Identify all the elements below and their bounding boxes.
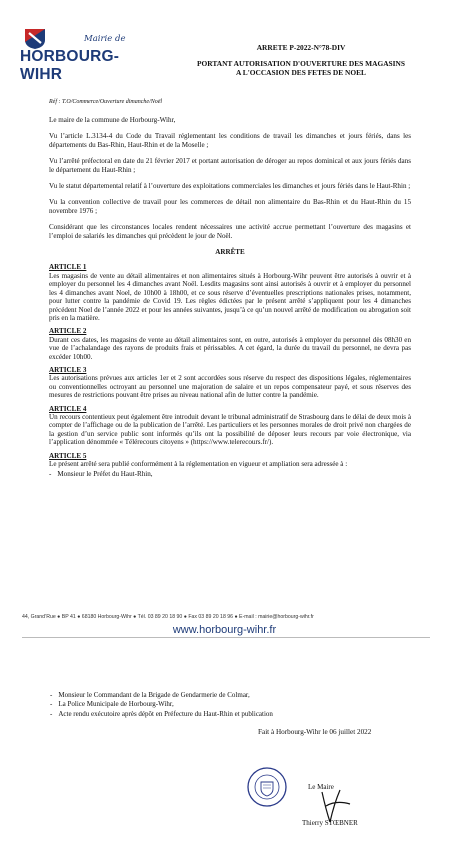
crest-icon [24, 28, 46, 50]
decree-number: ARRETE P-2022-N°78-DIV [256, 43, 346, 52]
preamble-paragraph: Vu le statut départemental relatif à l’ouverture des exploitations commerciales les dimanches et jours fériés dans le Haut-Rhin ; [49, 182, 411, 191]
dash-bullet: - [49, 470, 52, 479]
decree-title-line-1: PORTANT AUTORISATION D'OUVERTURE DES MAGASINS [197, 59, 405, 68]
recipient-text: La Police Municipale de Horbourg-Wihr, [58, 700, 174, 709]
recipient-item [50, 700, 410, 708]
decree-body [49, 116, 411, 479]
signer-name: Thierry STŒBNER [302, 819, 358, 827]
dash-bullet: - [50, 700, 53, 709]
article-text: Durant ces dates, les magasins de vente au détail alimentaires sont, en outre, autorisés à employer du personnel dès 08h30 en vue de l’achalandage des rayons de produits frais et périssables. A cet égard, la durée du travail du personnel, ne devra pas excéder 10h00. [49, 335, 411, 361]
preamble-paragraph: Vu l’article L.3134-4 du Code du Travail réglementant les conditions de travail les dimanches et jours fériés, dans les départements du Bas-Rhin, Haut-Rhin et de la Moselle ; [49, 132, 411, 149]
decree-title-line-2: A L'OCCASION DES FETES DE NOEL [236, 68, 366, 77]
logo-mairie-text: Mairie de [84, 34, 126, 44]
recipient-text: Monsieur le Commandant de la Brigade de Gendarmerie de Colmar, [58, 691, 250, 699]
recipient-item [50, 691, 410, 699]
decree-header [181, 43, 421, 77]
article-title: ARTICLE 1 [49, 263, 87, 272]
logo-town-name: HORBOURG-WIHR [20, 48, 120, 83]
article-text: Les magasins de vente au détail alimentaires et non alimentaires situés à Horbourg-Wihr peuvent être autorisés à ouvrir et à employer du personnel les 4 dimanches avant Noël. Lesdits magasins sont ainsi autorisés à ouvrir et à employer du personnel les 4 dimanches avant Noel, de 10h00 à 18h00, et ce sous réserve d’éventuelles prescriptions nationales prises, notamment, pour lutter contre la pandémie de Covid 19. Les règles édictées par le présent arrêté s’appliquent pour les 4 dimanches précédent Noel de l’année 2022 et pour les années suivantes, jusqu’à ce qu’un nouvel arrêté de modification ou abrogation soit pris en la matière. [49, 271, 411, 322]
arrete-heading: ARRÊTE [215, 248, 245, 257]
reference-line: Réf : T.O/Commerce/Ouverture dimanche/Noël [49, 99, 163, 105]
maire-label: Le Maire [308, 783, 334, 791]
footer-divider [22, 637, 430, 638]
recipient-text: Monsieur le Préfet du Haut-Rhin, [57, 470, 153, 479]
recipient-text: Acte rendu exécutoire après dépôt en Préfecture du Haut-Rhin et publication [58, 709, 273, 718]
article-text: Un recours contentieux peut également être introduit devant le tribunal administratif de Strasbourg dans le délai de deux mois à compter de l’affichage ou de la publication de l’arrêté. Les particuliers et les personnes morales de droit privé non chargées de la gestion d’un service public sont informés qu’ils ont la possibilité de déposer leurs recours par voie électronique, via l’application dénommée « Télérecours citoyens » (https://www.telerecours.fr/). [49, 412, 411, 447]
preamble-paragraph: Considérant que les circonstances locales rendent nécessaires une activité accrue permettant l’ouverture des magasins et l’emploi de salariés les dimanches qui précèdent le jour de Noël. [49, 223, 411, 240]
preamble-paragraph: Vu la convention collective de travail pour les commerces de détail non alimentaire du Bas-Rhin et du Haut-Rhin du 15 novembre 1976 ; [49, 198, 411, 215]
recipient-item [49, 470, 411, 478]
article-title: ARTICLE 3 [49, 365, 87, 374]
recipients-list [50, 691, 410, 719]
article-title: ARTICLE 2 [49, 327, 87, 336]
article-title: ARTICLE 4 [49, 404, 87, 413]
official-stamp [246, 766, 288, 808]
town-logo [20, 26, 150, 83]
preamble-paragraph: Vu l’arrêté préfectoral en date du 21 février 2017 et portant autorisation de déroger au repos dominical et aux jours fériés dans le département du Haut-Rhin ; [49, 157, 411, 174]
footer-website-link[interactable]: www.horbourg-wihr.fr [172, 624, 277, 636]
article-text: Les autorisations prévues aux articles 1er et 2 sont accordées sous réserve du respect des dispositions légales, réglementaires ou conventionnelles octroyant au personnel une majoration de salaire et un repos compensateur payé, et sous réserves des mesures de restrictions pouvant être prises au niveau national afin de lutter contre la pandémie. [49, 374, 411, 400]
recipient-item [50, 710, 410, 718]
article-text: Le présent arrêté sera publié conformément à la réglementation en vigueur et ampliation sera adressée à : [49, 460, 348, 468]
dash-bullet: - [50, 691, 53, 699]
preamble-paragraph: Le maire de la commune de Horbourg-Wihr, [49, 116, 176, 124]
footer-address: 44, Grand’Rue ● BP 41 ● 68180 Horbourg-Wihr ● Tél. 03 89 20 18 90 ● Fax 03 89 20 18 96 ● E-mail : mairie@horbourg-wihr.fr [22, 614, 314, 620]
signature-date-line: Fait à Horbourg-Wihr le 06 juillet 2022 [258, 728, 372, 736]
dash-bullet: - [50, 709, 53, 718]
article-title: ARTICLE 5 [49, 451, 87, 460]
